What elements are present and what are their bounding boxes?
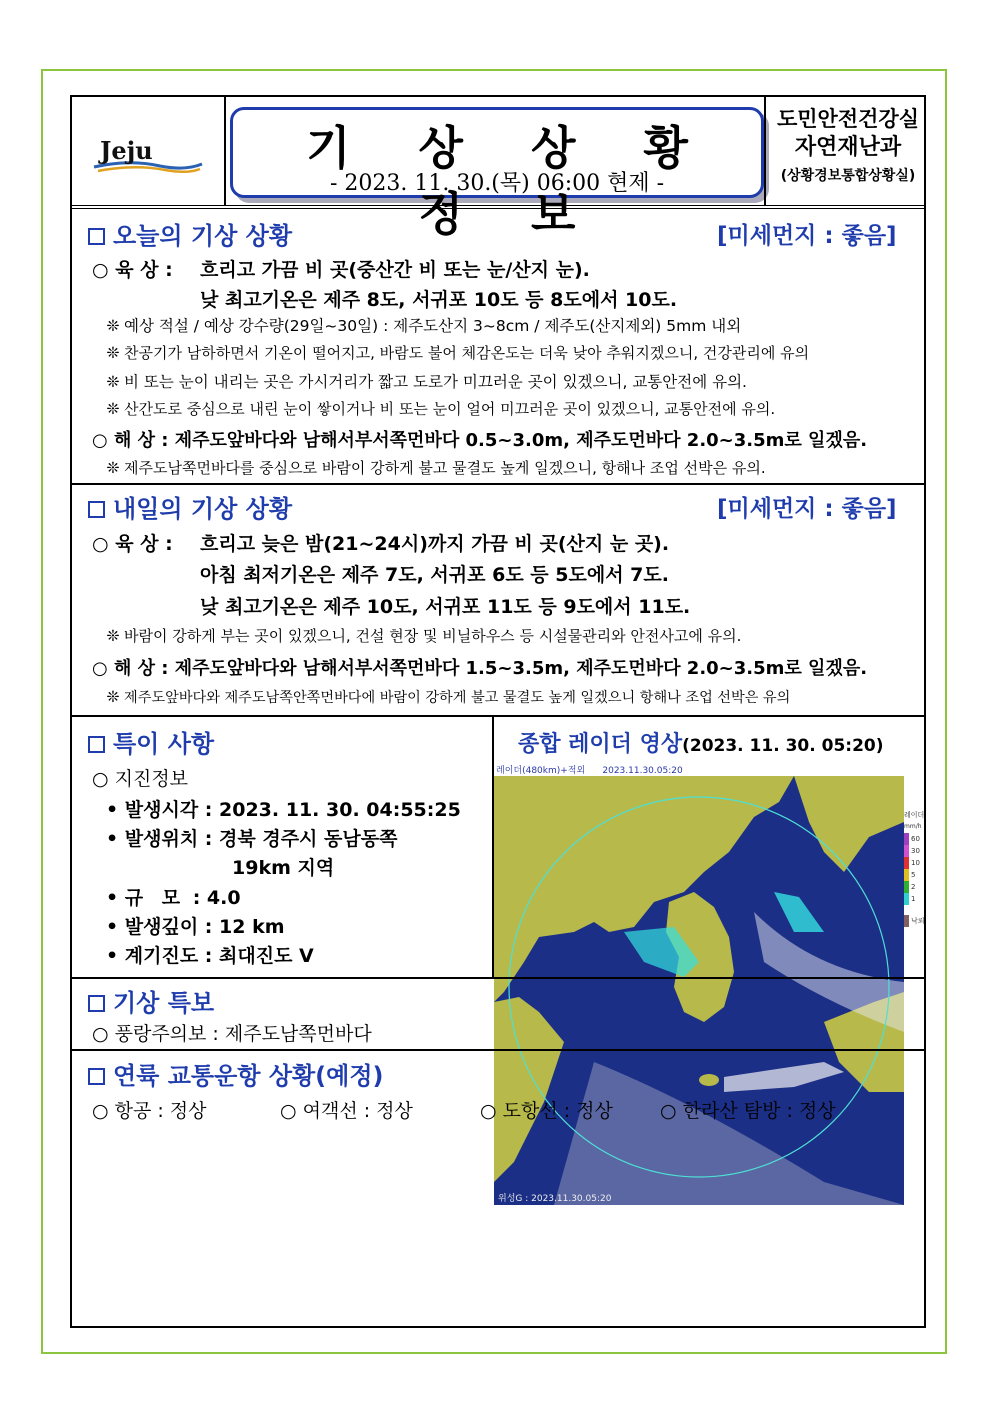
eq-title: ○ 지진정보 xyxy=(92,768,189,790)
legend-unit: mm/h xyxy=(904,823,922,830)
legend-5: 5 xyxy=(904,869,924,881)
report-title: 기 상 상 황 정 보 xyxy=(306,121,714,241)
title-box xyxy=(230,107,764,241)
radar-image xyxy=(494,762,904,1205)
eq-intensity: • 계기진도 : 최대진도 V xyxy=(106,945,314,967)
traffic-hallasan: ○ 한라산 탐방 : 정상 xyxy=(660,1100,836,1122)
legend-1: 1 xyxy=(904,893,924,905)
today-land-label: ○ 육 상 : xyxy=(92,259,173,281)
today-note-4: ❊ 산간도로 중심으로 내린 눈이 쌓이거나 비 또는 눈이 얼어 미끄러운 곳이 있겠으니, 교통안전에 유의. xyxy=(106,400,776,418)
legend-2: 2 xyxy=(904,881,924,893)
eq-location-2: 19km 지역 xyxy=(232,857,335,879)
report-table xyxy=(70,95,926,1328)
dept-line2: 자연재난과 xyxy=(794,135,902,160)
tomorrow-land-1: 흐리고 늦은 밤(21~24시)까지 가끔 비 곳(산지 눈 곳). xyxy=(200,533,670,555)
tomorrow-dust: [미세먼지 : 좋음] xyxy=(717,496,897,522)
tomorrow-sea: ○ 해 상 : 제주도앞바다와 남해서부서쪽먼바다 1.5~3.5m, 제주도먼바다 2.0~3.5m로 일겠음. xyxy=(92,658,868,679)
tomorrow-heading: 내일의 기상 상황 xyxy=(88,489,292,524)
today-dust: [미세먼지 : 좋음] xyxy=(717,223,897,249)
radar-footer: 위성G : 2023.11.30.05:20 xyxy=(498,1194,612,1204)
jeju-logo xyxy=(90,133,205,177)
today-land-2: 낮 최고기온은 제주 8도, 서귀포 10도 등 8도에서 10도. xyxy=(200,289,678,311)
department xyxy=(770,105,926,189)
radar-heading: 종합 레이더 영상(2023. 11. 30. 05:20) xyxy=(518,732,884,757)
legend-10: 10 xyxy=(904,857,924,869)
legend-lightning: 낙뢰 xyxy=(904,915,924,927)
radar-caption: 레이더(480km)+적외 2023.11.30.05:20 xyxy=(496,766,683,776)
today-note-2: ❊ 찬공기가 남하하면서 기온이 떨어지고, 바람도 불어 체감온도는 더욱 낮아 추워지겠으니, 건강관리에 유의 xyxy=(106,344,810,362)
dept-line3: (상황경보통합상황실) xyxy=(780,168,916,184)
traffic-island-ferry: ○ 도항선 : 정상 xyxy=(480,1100,613,1122)
today-land-1: 흐리고 가끔 비 곳(중산간 비 또는 눈/산지 눈). xyxy=(200,259,590,281)
eq-depth: • 발생깊이 : 12 km xyxy=(106,916,285,938)
tomorrow-sea-note: ❊ 제주도앞바다와 제주도남쪽안쪽먼바다에 바람이 강하게 불고 물결도 높게 일겠으니 항해나 조업 선박은 유의 xyxy=(106,688,791,706)
legend-30: 30 xyxy=(904,845,924,857)
report-date: - 2023. 11. 30.(목) 06:00 현제 - xyxy=(329,171,665,196)
warning-item: ○ 풍랑주의보 : 제주도남쪽먼바다 xyxy=(92,1023,372,1045)
special-heading: 특이 사항 xyxy=(88,724,214,759)
radar-legend xyxy=(904,809,924,927)
traffic-air: ○ 항공 : 정상 xyxy=(92,1100,207,1122)
eq-time: • 발생시각 : 2023. 11. 30. 04:55:25 xyxy=(106,799,461,821)
tomorrow-land-2: 아침 최저기온은 제주 7도, 서귀포 6도 등 5도에서 7도. xyxy=(200,564,669,586)
today-note-1: ❊ 예상 적설 / 예상 강수량(29일~30일) : 제주도산지 3~8cm / 제주도(산지제외) 5mm 내외 xyxy=(106,317,742,335)
today-sea: ○ 해 상 : 제주도앞바다와 남해서부서쪽먼바다 0.5~3.0m, 제주도먼바다 2.0~3.5m로 일겠음. xyxy=(92,430,868,451)
tomorrow-note: ❊ 바람이 강하게 부는 곳이 있겠으니, 건설 현장 및 비닐하우스 등 시설물관리와 안전사고에 유의. xyxy=(106,627,742,645)
traffic-ferry: ○ 여객선 : 정상 xyxy=(280,1100,413,1122)
eq-location: • 발생위치 : 경북 경주시 동남동쪽 xyxy=(106,828,398,850)
tomorrow-land-label: ○ 육 상 : xyxy=(92,533,173,555)
legend-title: 레이더 xyxy=(904,811,925,819)
traffic-heading: 연륙 교통운항 상황(예정) xyxy=(88,1056,384,1091)
warning-heading: 기상 특보 xyxy=(88,983,214,1018)
today-heading: 오늘의 기상 상황 xyxy=(88,216,292,251)
today-note-3: ❊ 비 또는 눈이 내리는 곳은 가시거리가 짧고 도로가 미끄러운 곳이 있겠으니, 교통안전에 유의. xyxy=(106,373,747,391)
tomorrow-land-3: 낮 최고기온은 제주 10도, 서귀포 11도 등 9도에서 11도. xyxy=(200,596,691,618)
today-sea-note: ❊ 제주도남쪽먼바다를 중심으로 바람이 강하게 불고 물결도 높게 일겠으니, 항해나 조업 선박은 유의. xyxy=(106,459,766,477)
legend-60: 60 xyxy=(904,833,924,845)
svg-text:Jeju: Jeju xyxy=(100,136,153,165)
eq-magnitude: • 규 모 : 4.0 xyxy=(106,887,241,909)
dept-line1: 도민안전건강실 xyxy=(776,107,919,131)
